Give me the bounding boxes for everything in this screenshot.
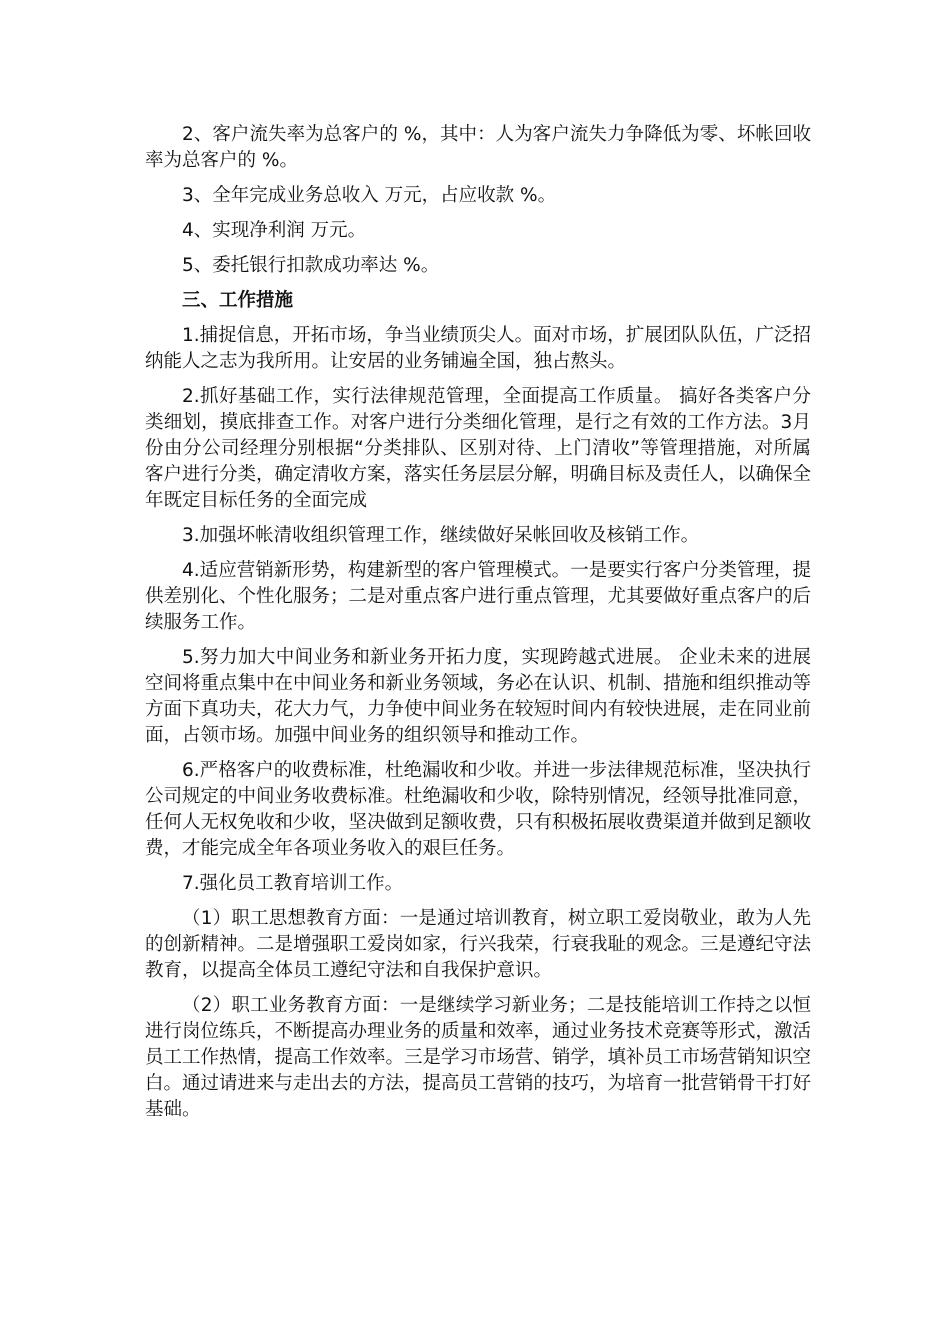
document-page bbox=[145, 122, 811, 1132]
paragraph-target-5: 5、委托银行扣款成功率达 %。 bbox=[182, 255, 440, 276]
measure-6: 6.严格客户的收费标准，杜绝漏收和少收。并进一步法律规范标准，坚决执行公司规定的中间业务收费标准。杜绝漏收和少收，除特别情况，经领导批准同意，任何人无权免收和少收，坚决做到足额收费，只有积极拓展收费渠道并做到足额收费，才能完成全年各项业务收入的艰巨任务。 bbox=[145, 760, 812, 859]
measure-2: 2.抓好基础工作，实行法律规范管理，全面提高工作质量。 搞好各类客户分类细划，摸底排查工作。对客户进行分类细化管理，是行之有效的工作方法。3月份由分公司经理分别根据“分类排队、区别对待、上门清收”等管理措施，对所属客户进行分类，确定清收方案，落实任务层层分解，明确目标及责任人，以确保全年既定目标任务的全面完成 bbox=[145, 386, 812, 511]
paragraph-target-2: 2、客户流失率为总客户的 %，其中：人为客户流失力争降低为零、坏帐回收率为总客户的 %。 bbox=[145, 124, 811, 171]
section-heading: 三、工作措施 bbox=[182, 290, 294, 311]
training-ideology: （1）职工思想教育方面：一是通过培训教育，树立职工爱岗敬业，敢为人先的创新精神。二是增强职工爱岗如家，行兴我荣，行衰我耻的观念。三是遵纪守法教育，以提高全体员工遵纪守法和自我保护意识。 bbox=[145, 908, 812, 981]
paragraph-target-4: 4、实现净利润 万元。 bbox=[182, 220, 367, 241]
training-business: （2）职工业务教育方面：一是继续学习新业务；二是技能培训工作持之以恒进行岗位练兵，不断提高办理业务的质量和效率，通过业务技术竞赛等形式，激活员工工作热情，提高工作效率。三是学习市场营、销学，填补员工市场营销知识空白。通过请进来与走出去的方法，提高员工营销的技巧，为培育一批营销骨干打好基础。 bbox=[145, 995, 812, 1120]
measure-7: 7.强化员工教育培训工作。 bbox=[182, 873, 404, 894]
measure-1: 1.捕捉信息，开拓市场，争当业绩顶尖人。面对市场，扩展团队队伍，广泛招纳能人之志为我所用。让安居的业务铺遍全国，独占熬头。 bbox=[145, 325, 811, 372]
measure-4: 4.适应营销新形势，构建新型的客户管理模式。一是要实行客户分类管理，提供差别化、个性化服务；二是对重点客户进行重点管理，尤其要做好重点客户的后续服务工作。 bbox=[145, 560, 812, 633]
paragraph-target-3: 3、全年完成业务总收入 万元，占应收款 %。 bbox=[182, 185, 557, 206]
measure-5: 5.努力加大中间业务和新业务开拓力度，实现跨越式进展。 企业未来的进展空间将重点集中在中间业务和新业务领域，务必在认识、机制、措施和组织推动等方面下真功夫，花大力气，力争使中间业务在较短时间内有较快进展，走在同业前面，占领市场。加强中间业务的组织领导和推动工作。 bbox=[145, 647, 812, 746]
measure-3: 3.加强坏帐清收组织管理工作，继续做好呆帐回收及核销工作。 bbox=[182, 525, 700, 546]
